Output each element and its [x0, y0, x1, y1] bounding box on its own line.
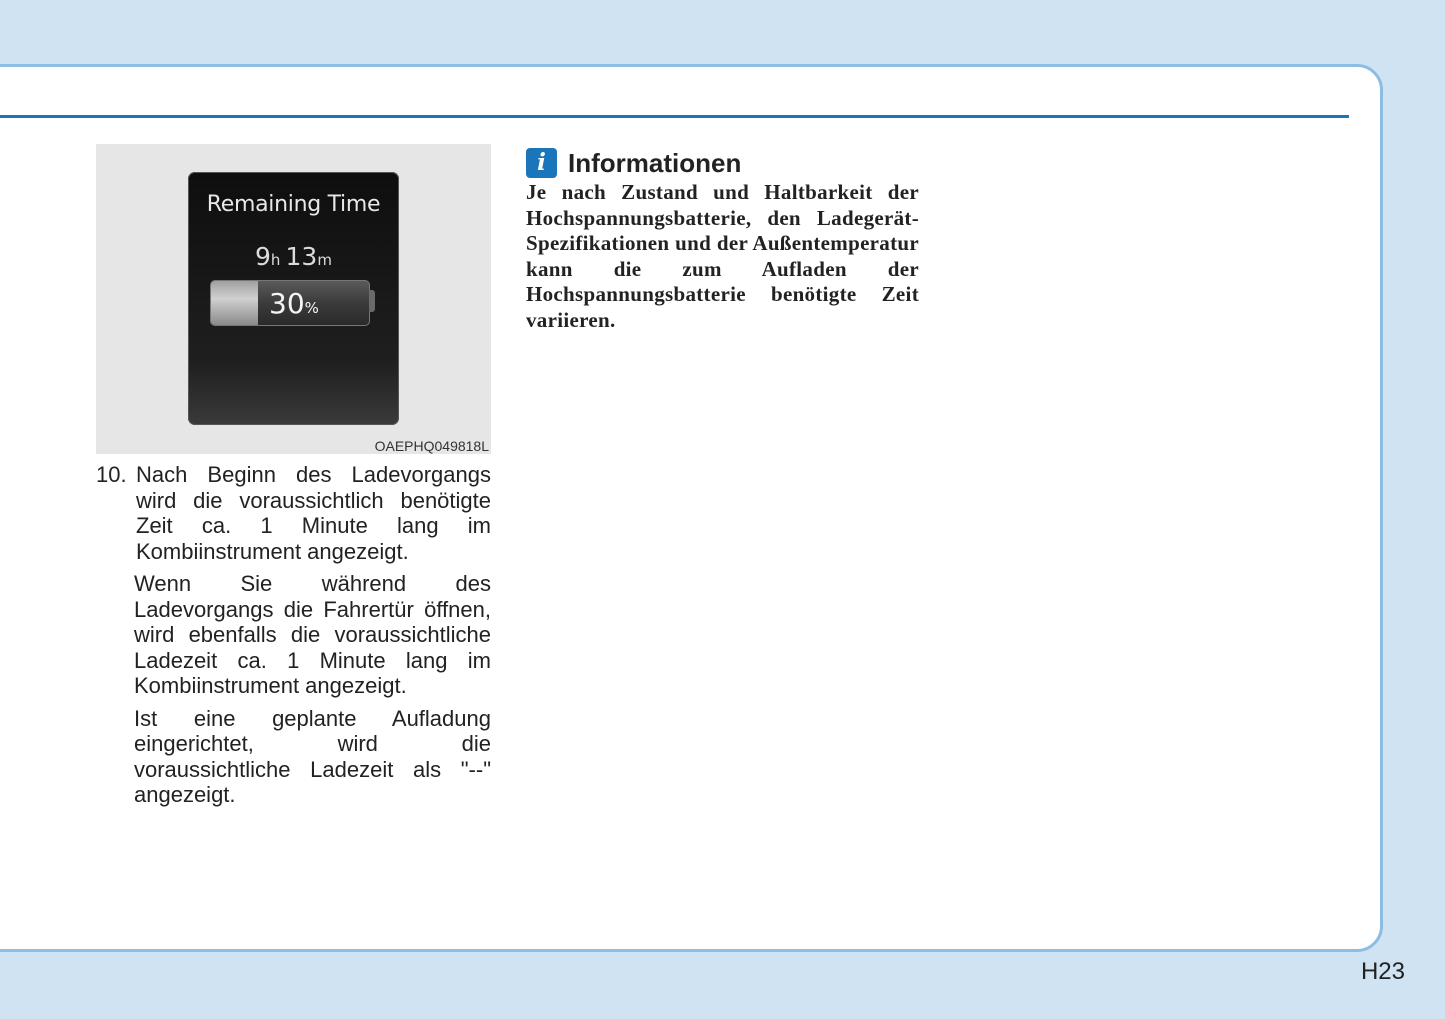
instruction-steps: [96, 462, 491, 808]
step-paragraph-door: Wenn Sie während des Ladevorgangs die Fahrertür öffnen, wird ebenfalls die voraussichtliche Ladezeit ca. 1 Minute lang im Kombiinstrument angezeigt.: [134, 571, 491, 698]
info-icon: i: [526, 148, 557, 178]
minutes-value: 13: [285, 242, 318, 271]
hours-unit: h: [270, 251, 281, 269]
step-number: 10.: [96, 462, 127, 487]
battery-icon: [210, 280, 370, 326]
info-title: Informationen: [568, 147, 742, 178]
info-box: [526, 147, 919, 333]
cluster-display: [188, 172, 399, 425]
figure-code: OAEPHQ049818L: [374, 438, 489, 454]
battery-percent-unit: %: [304, 299, 319, 317]
step-text: Nach Beginn des Ladevorgangs wird die voraussichtlich benötigte Zeit ca. 1 Minute lang im Kombiinstrument angezeigt.: [136, 462, 491, 564]
step-item: [96, 462, 491, 564]
info-body: Je nach Zustand und Haltbarkeit der Hochspannungsbatterie, den Ladegerät-Spezifikationen und der Außentemperatur kann die zum Aufladen der Hochspannungsbatterie benötigte Zeit variieren.: [526, 180, 919, 332]
step-paragraph-scheduled: Ist eine geplante Aufladung eingerichtet, wird die voraussichtliche Ladezeit als "--" angezeigt.: [134, 705, 491, 807]
battery-terminal: [369, 290, 375, 312]
remaining-time-value: [188, 242, 399, 271]
battery-level-fill: [211, 281, 258, 325]
header-rule: [0, 115, 1349, 118]
info-heading: [526, 147, 919, 179]
hours-value: 9: [255, 242, 271, 271]
remaining-time-label: Remaining Time: [206, 192, 381, 217]
cluster-figure: [96, 144, 491, 454]
battery-percent: [269, 287, 319, 320]
page-number: H23: [1360, 958, 1405, 985]
battery-percent-value: 30: [269, 287, 305, 320]
minutes-unit: m: [317, 251, 332, 269]
